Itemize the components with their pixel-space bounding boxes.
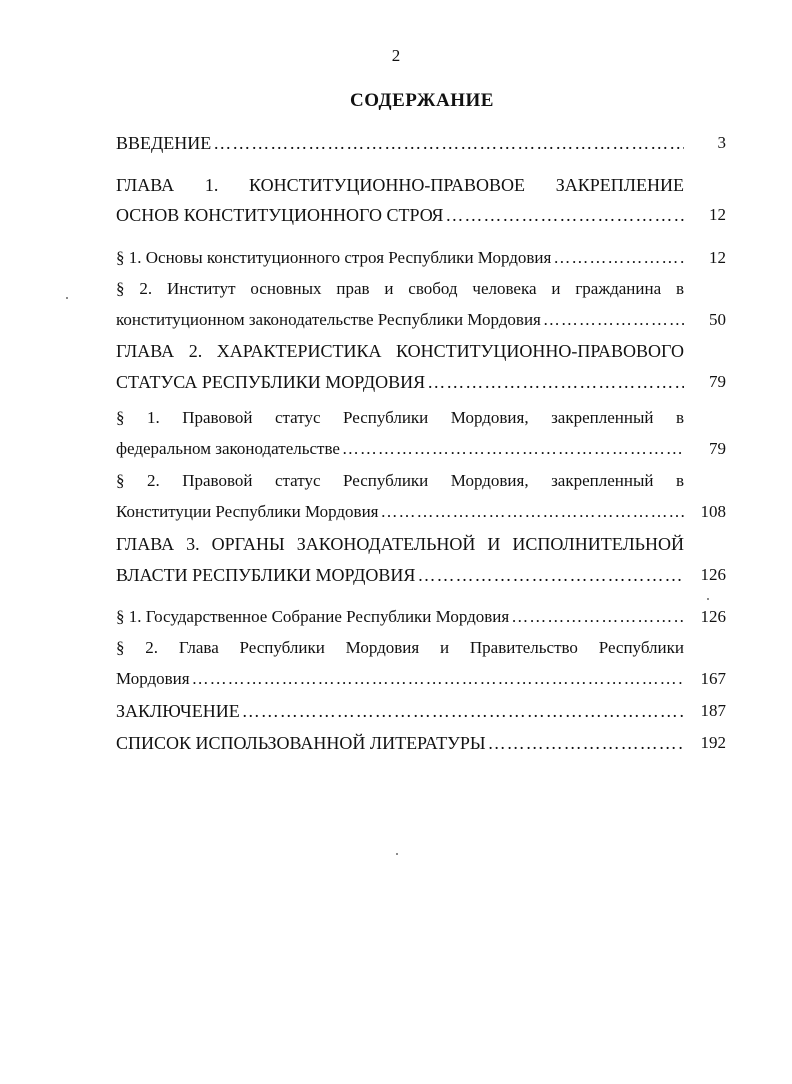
toc-page-number: 126 (700, 565, 726, 584)
toc-entry-text: федеральном законодательстве (116, 439, 340, 458)
page-number: 2 (391, 46, 401, 65)
toc-section-1-1[interactable] (116, 246, 684, 270)
toc-entry-text: § 1. Государственное Собрание Республики Мордовия (116, 607, 510, 626)
dot-leader (543, 308, 684, 332)
dot-leader (381, 500, 684, 524)
dot-leader (445, 203, 684, 227)
page-title: СОДЕРЖАНИЕ (350, 90, 494, 111)
toc-page-number: 79 (709, 372, 726, 391)
toc-section-1-2-line2[interactable] (116, 308, 684, 332)
toc-page-number: 126 (700, 607, 726, 626)
dot-leader (427, 370, 684, 394)
toc-entry-text: ВЛАСТИ РЕСПУБЛИКИ МОРДОВИЯ (116, 565, 416, 585)
dot-leader (192, 667, 684, 691)
toc-entry-conclusion[interactable] (116, 699, 684, 723)
toc-page-number: 167 (700, 669, 726, 688)
toc-section-3-1[interactable] (116, 605, 684, 629)
scan-speck (66, 297, 68, 299)
toc-chapter-2-line2[interactable] (116, 370, 684, 394)
toc-entry-text: § 1. Основы конституционного строя Республики Мордовия (116, 248, 552, 267)
toc-section-3-2-line2[interactable] (116, 667, 684, 691)
toc-chapter-2-line1[interactable]: ГЛАВА 2. ХАРАКТЕРИСТИКА КОНСТИТУЦИОННО-ПРАВОВОГО (116, 341, 684, 361)
toc-entry-text: конституционном законодательстве Республики Мордовия (116, 310, 541, 329)
toc-section-2-2-line1[interactable]: § 2. Правовой статус Республики Мордовия, закрепленный в (116, 471, 684, 490)
toc-page-number: 187 (700, 701, 726, 720)
dot-leader (553, 246, 684, 270)
toc-chapter-1-line1[interactable]: ГЛАВА 1. КОНСТИТУЦИОННО-ПРАВОВОЕ ЗАКРЕПЛЕНИЕ (116, 175, 684, 195)
dot-leader (488, 731, 684, 755)
toc-page-number: 12 (709, 205, 726, 224)
toc-entry-text: ВВЕДЕНИЕ (116, 133, 212, 153)
toc-section-1-2-line1[interactable]: § 2. Институт основных прав и свобод человека и гражданина в (116, 279, 684, 298)
dot-leader (213, 131, 684, 155)
toc-page-number: 12 (709, 248, 726, 267)
toc-entry-text: ЗАКЛЮЧЕНИЕ (116, 701, 240, 721)
scan-speck (396, 853, 398, 855)
toc-chapter-3-line1[interactable]: ГЛАВА 3. ОРГАНЫ ЗАКОНОДАТЕЛЬНОЙ И ИСПОЛНИТЕЛЬНОЙ (116, 534, 684, 554)
toc-page-number: 108 (700, 502, 726, 521)
toc-page-number: 50 (709, 310, 726, 329)
toc-entry-text: Мордовия (116, 669, 190, 688)
dot-leader (511, 605, 684, 629)
toc-entry-references[interactable] (116, 731, 684, 755)
toc-entry-text: Конституции Республики Мордовия (116, 502, 379, 521)
toc-entry-introduction[interactable] (116, 131, 684, 155)
toc-page-number: 79 (709, 439, 726, 458)
toc-section-2-2-line2[interactable] (116, 500, 684, 524)
dot-leader (342, 437, 684, 461)
toc-section-2-1-line2[interactable] (116, 437, 684, 461)
toc-section-3-2-line1[interactable]: § 2. Глава Республики Мордовия и Правительство Республики (116, 638, 684, 657)
toc-entry-text: СТАТУСА РЕСПУБЛИКИ МОРДОВИЯ (116, 372, 426, 392)
toc-chapter-3-line2[interactable] (116, 563, 684, 587)
toc-page-number: 3 (717, 133, 726, 152)
toc-entry-text: СПИСОК ИСПОЛЬЗОВАННОЙ ЛИТЕРАТУРЫ (116, 733, 486, 753)
toc-chapter-1-line2[interactable] (116, 203, 684, 227)
toc-page-number: 192 (700, 733, 726, 752)
dot-leader (417, 563, 684, 587)
dot-leader (242, 699, 684, 723)
scan-speck (707, 598, 709, 600)
toc-entry-text: ОСНОВ КОНСТИТУЦИОННОГО СТРОЯ (116, 205, 444, 225)
toc-section-2-1-line1[interactable]: § 1. Правовой статус Республики Мордовия, закрепленный в (116, 408, 684, 427)
